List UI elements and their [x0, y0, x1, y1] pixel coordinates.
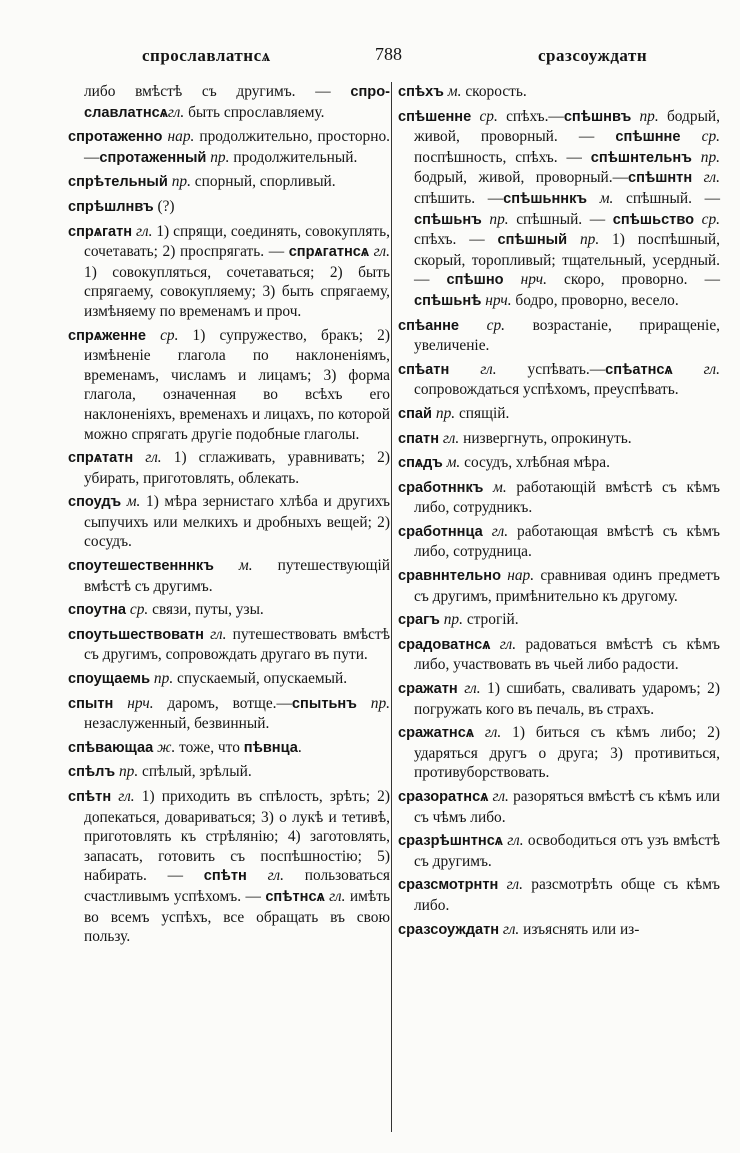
dictionary-entry [398, 875, 720, 915]
definition-text: спѣлый, зрѣлый. [138, 763, 252, 781]
definition-text: имѣть во всемъ успѣхъ, все обращать въ свою пользу. [84, 887, 390, 946]
dictionary-entry [68, 492, 390, 552]
dictionary-entry [398, 723, 720, 783]
headword: срагъ [398, 612, 440, 629]
dictionary-entry [68, 669, 390, 690]
headword: спрѣшлнвъ [68, 198, 154, 215]
grammar-abbreviation: пр. [631, 107, 659, 125]
definition-text: бодрый, живой, проворный.— [414, 169, 629, 187]
grammar-abbreviation: пр. [481, 210, 509, 228]
definition-text: сопровождаться успѣхомъ, преуспѣвать. [414, 381, 679, 399]
grammar-abbreviation: пр. [439, 611, 463, 629]
grammar-abbreviation: гл. [111, 788, 135, 805]
headword: спѣшьнъ [414, 211, 482, 228]
definition-text: работающая вмѣстѣ съ кѣмъ либо, сотрудница. [414, 522, 720, 561]
grammar-abbreviation: гл. [672, 360, 720, 378]
headword: спрѧженне [68, 327, 146, 344]
definition-text: разсмотрѣть обще съ кѣмъ либо. [414, 876, 720, 914]
definition-text: (?) [153, 197, 175, 215]
left-column [68, 82, 390, 951]
headword: спѣшнне [615, 129, 681, 146]
dictionary-entry [68, 448, 390, 488]
headword: спѣшьнѣ [414, 292, 482, 309]
dictionary-entry [398, 787, 720, 827]
grammar-abbreviation: нар. [162, 128, 195, 146]
header-last-headword: сразсоуждатн [538, 46, 648, 65]
dictionary-entry [68, 787, 390, 947]
headword: спѣвающаа [68, 739, 154, 756]
grammar-abbreviation: м. [442, 454, 461, 472]
dictionary-entry [68, 738, 390, 759]
grammar-abbreviation: м. [121, 493, 141, 511]
grammar-abbreviation: ср. [459, 316, 506, 334]
headword: споутна [68, 602, 127, 619]
definition-text: низвергнуть, опрокинуть. [459, 429, 632, 447]
grammar-abbreviation: гл. [133, 449, 162, 467]
headword: пѣвнца [243, 739, 298, 756]
grammar-abbreviation: гл. [449, 360, 497, 378]
definition-text: спѣшный. — [613, 189, 720, 207]
headword: спѣлъ [68, 764, 116, 781]
headword: сработннкъ [398, 479, 484, 496]
page-number: 788 [375, 44, 402, 64]
headword: спѣанне [398, 317, 460, 334]
dictionary-entry [398, 679, 720, 719]
definition-text: спускаемый, опускаемый. [173, 670, 348, 688]
grammar-abbreviation: гл. [203, 625, 227, 643]
definition-text: 1) приходить въ спѣлость, зрѣть; 2) допекаться, довариваться; 3) о лукѣ и тетивѣ, приготовлять къ стрѣлянію; 4) заготовлять, запасать, готовить съ поспѣшностію; 5) набирать. — [84, 788, 390, 885]
column-divider [391, 82, 392, 1132]
headword: спрѧгатн [68, 223, 133, 240]
grammar-abbreviation: гл. [324, 887, 346, 905]
running-header [70, 40, 710, 70]
grammar-abbreviation: гл. [692, 169, 720, 187]
grammar-abbreviation: м. [587, 189, 614, 207]
definition-text: быть спрославляему. [184, 103, 325, 121]
dictionary-entry [398, 566, 720, 606]
headword: спѣшнтн [628, 170, 693, 187]
definition-text: спѣшный. — [508, 210, 613, 228]
definition-text: спѣшить. — [414, 189, 504, 207]
headword: сражатнсѧ [398, 725, 474, 742]
grammar-abbreviation: гл. [498, 876, 523, 894]
definition-text: 1) совокупляться, сочетаваться; 2) быть спрягаему, совокупляему; 3) быть спрягаему, измѣняему по временамъ и проч. [84, 263, 390, 320]
grammar-abbreviation: нрч. [503, 271, 547, 289]
headword: спѣшьство [612, 211, 695, 228]
definition-text: незаслуженный, безвинный. [84, 715, 270, 733]
headword: спатн [398, 430, 440, 447]
grammar-abbreviation: пр. [206, 148, 230, 166]
headword: спытн [68, 695, 114, 712]
grammar-abbreviation: пр. [691, 148, 720, 166]
definition-text: 1) сглаживать, уравнивать; 2) убирать, приготовлять, облекать. [84, 449, 390, 487]
definition-text: 1) сшибать, сваливать ударомъ; 2) погружать кого въ печаль, въ страхъ. [414, 680, 720, 718]
definition-text: сосудъ, хлѣбная мѣра. [460, 454, 610, 472]
definition-text: разоряться вмѣстѣ съ кѣмъ или съ чѣмъ либо. [414, 788, 720, 826]
dictionary-entry [398, 831, 720, 871]
definition-text: бодрый, живой, проворный. — [414, 107, 720, 146]
headword: споутешественннкъ [68, 558, 214, 575]
headword: спѣтн [203, 868, 247, 885]
grammar-abbreviation: м. [213, 557, 253, 575]
headword: сработннца [398, 523, 483, 540]
definition-text: строгій. [462, 611, 519, 629]
dictionary-entry [398, 316, 720, 356]
grammar-abbreviation: гл. [482, 522, 509, 540]
grammar-abbreviation: нрч. [113, 694, 154, 712]
definition-text: изъяснять или из- [519, 920, 640, 938]
headword: спѣатнсѧ [605, 361, 673, 378]
grammar-abbreviation: нар. [500, 567, 535, 585]
definition-text: путешествующій вмѣстѣ съ другимъ. [84, 557, 390, 595]
headword: сразоратнсѧ [398, 789, 489, 805]
grammar-abbreviation: гл. [132, 222, 153, 240]
dictionary-entry [398, 453, 720, 474]
definition-text: возрастаніе, приращеніе, увеличеніе. [414, 316, 720, 355]
definition-text: радоваться вмѣстѣ съ кѣмъ либо, участвовать въ чьей либо радости. [414, 635, 720, 674]
headword: спай [398, 405, 433, 422]
definition-text: тоже, что [175, 738, 244, 756]
headword: сравннтельно [398, 568, 501, 585]
grammar-abbreviation: гл. [502, 832, 524, 850]
headword: споутьшествоватн [68, 626, 204, 643]
grammar-abbreviation: пр. [167, 173, 191, 191]
grammar-abbreviation: м. [443, 83, 462, 100]
dictionary-entry [398, 920, 720, 941]
dictionary-entry [398, 429, 720, 450]
definition-text: освободиться отъ узъ вмѣстѣ съ другимъ. [414, 832, 720, 870]
headword: спро-славлатнсѧ [84, 84, 390, 121]
definition-text: бодро, проворно, весело. [511, 291, 679, 309]
headword: спѣатн [398, 361, 450, 378]
headword: сразрѣшнтнсѧ [398, 833, 503, 850]
headword: спрѧтатн [68, 450, 134, 467]
definition-text: работающій вмѣстѣ съ кѣмъ либо, сотрудникъ. [414, 478, 720, 517]
grammar-abbreviation: гл. [499, 920, 520, 938]
definition-text: 1) супружество, бракъ; 2) измѣненіе глагола по наклоненіямъ, временамъ, числамъ и лицамъ; 3) форма глагола, означенная во всѣхъ его наклоненіяхъ, временахъ и лицахъ, по которой можно спрягать другіе подобные глаголы. [84, 326, 390, 443]
headword: сразсоуждатн [398, 921, 500, 938]
definition-text: 1) мѣра зернистаго хлѣба и другихъ сыпучихъ или мелкихъ и дробныхъ вещей; 2) сосудъ. [84, 493, 390, 551]
dictionary-entry [68, 82, 390, 123]
grammar-abbreviation: пр. [432, 404, 456, 422]
definition-text: 1) спрящи, соединять, совокуплять, сочетавать; 2) проспрягать. — [84, 222, 390, 261]
definition-text: связи, путы, узы. [148, 601, 264, 619]
definition-text: путешествовать вмѣстѣ съ другимъ, сопровождать другаго въ пути. [84, 625, 390, 664]
definition-text: 1) поспѣшный, скорый, торопливый; тщательный, усердный. — [414, 231, 720, 289]
dictionary-entry [398, 635, 720, 675]
grammar-abbreviation: ср. [126, 601, 149, 619]
dictionary-entry [68, 222, 390, 322]
headword: споущаемь [68, 671, 151, 688]
headword: спротаженно [68, 129, 163, 146]
grammar-abbreviation: ср. [694, 210, 720, 228]
dictionary-entry [398, 522, 720, 562]
grammar-abbreviation: пр. [150, 670, 174, 688]
definition-text: сравнивая одинъ предметъ съ другимъ, примѣнительно къ другому. [414, 567, 720, 605]
grammar-abbreviation: гл. [369, 243, 390, 261]
grammar-abbreviation: гл. [490, 635, 517, 653]
headword: спѧдъ [398, 455, 443, 472]
headword: спѣшнвъ [563, 108, 632, 125]
dictionary-entry [68, 694, 390, 734]
headword: спѣтнсѧ [265, 888, 325, 905]
grammar-abbreviation: гл. [457, 680, 481, 698]
definition-text: успѣвать.— [496, 360, 606, 378]
definition-text: 1) биться съ кѣмъ либо; 2) ударяться другъ о друга; 3) противиться, противуборствовать. [414, 724, 720, 782]
headword: спѣшный [497, 232, 568, 249]
grammar-abbreviation: пр. [356, 694, 390, 712]
grammar-abbreviation: м. [483, 478, 507, 496]
dictionary-entry [68, 762, 390, 783]
definition-text: даромъ, вотще.— [153, 694, 292, 712]
grammar-abbreviation: гл. [439, 429, 460, 447]
definition-text: спѣхъ.— [497, 107, 564, 125]
dictionary-entry [398, 82, 720, 103]
grammar-abbreviation: ср. [471, 107, 498, 125]
grammar-abbreviation: гл. [246, 867, 284, 885]
headword: спрѧгатнсѧ [288, 244, 370, 261]
headword: спѣшнтельнъ [590, 149, 692, 166]
dictionary-entry [68, 600, 390, 621]
grammar-abbreviation: ж. [153, 738, 176, 756]
headword: срадоватнсѧ [398, 636, 491, 653]
headword: сражатн [398, 681, 458, 698]
definition-text: спѣхъ. — [414, 231, 498, 249]
headword: споудъ [68, 494, 122, 511]
definition-text: продолжительно, просторно.— [84, 128, 390, 166]
dictionary-entry [68, 197, 390, 218]
dictionary-entry [398, 478, 720, 518]
definition-text: либо вмѣстѣ съ другимъ. — [84, 83, 351, 100]
definition-text: . [297, 738, 302, 756]
header-first-headword: спрославлатнсѧ [142, 46, 271, 65]
grammar-abbreviation: гл. [473, 724, 502, 742]
definition-text: поспѣшность, спѣхъ. — [414, 148, 591, 166]
dictionary-entry [398, 610, 720, 631]
definition-text: пользоваться счастливымъ успѣхомъ. — [84, 867, 390, 905]
grammar-abbreviation: ср. [680, 128, 720, 146]
dictionary-entry [398, 404, 720, 425]
headword: сразсмотрнтн [398, 877, 499, 894]
dictionary-entry [68, 556, 390, 596]
dictionary-entry [68, 127, 390, 168]
grammar-abbreviation: гл. [488, 788, 509, 805]
headword: спѣшно [446, 272, 504, 289]
dictionary-entry [68, 326, 390, 445]
grammar-abbreviation: пр. [115, 763, 139, 781]
dictionary-entry [398, 360, 720, 400]
headword: спѣхъ [398, 84, 444, 100]
right-column [398, 82, 720, 944]
dictionary-entry [68, 172, 390, 193]
headword: спѣтн [68, 789, 112, 805]
grammar-abbreviation: нрч. [481, 291, 512, 309]
headword: спротаженный [99, 149, 207, 166]
headword: спѣшенне [398, 108, 472, 125]
definition-text: скорость. [461, 83, 527, 100]
dictionary-entry [68, 625, 390, 665]
grammar-abbreviation: пр. [567, 231, 600, 249]
definition-text: спорный, спорливый. [190, 173, 336, 191]
headword: спрѣтельный [68, 174, 168, 191]
definition-text: скоро, проворно. — [546, 271, 720, 289]
grammar-abbreviation: ср. [145, 326, 179, 344]
grammar-abbreviation: гл. [167, 103, 185, 121]
headword: спытьнъ [291, 695, 357, 712]
definition-text: спящій. [455, 404, 510, 422]
definition-text: продолжительный. [229, 148, 358, 166]
headword: спѣшьннкъ [503, 190, 588, 207]
dictionary-entry [398, 107, 720, 312]
